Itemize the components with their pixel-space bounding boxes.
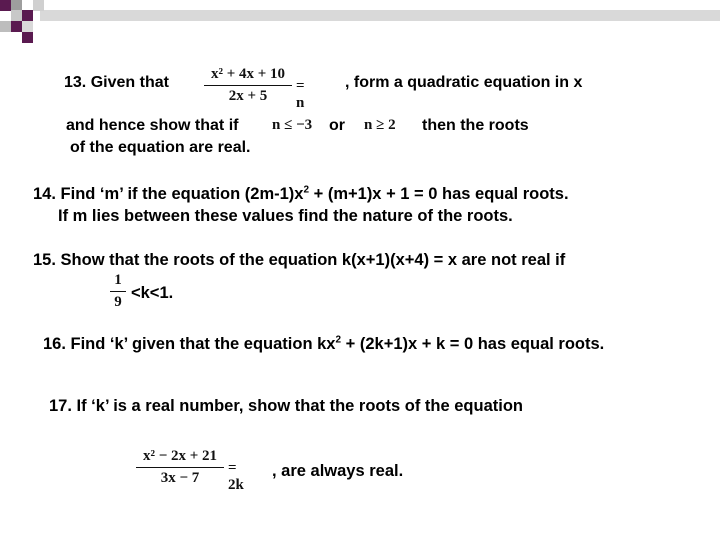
q13-text-e: of the equation are real. [70, 139, 251, 156]
q17-fraction-rhs: = 2k [228, 460, 244, 493]
q14-text-pre: Find ‘m’ if the equation (2m-1)x [60, 185, 304, 203]
q15-fraction [110, 272, 126, 311]
q15-text: Show that the roots of the equation k(x+1)(x+4) = x are not real if [60, 251, 566, 269]
deco-square [11, 10, 22, 21]
q13-text-d: then the roots [422, 117, 529, 134]
q13-intro [64, 73, 169, 93]
q14-line-2: If m lies between these values find the nature of the roots. [58, 207, 513, 225]
corner-decoration [0, 0, 720, 48]
q17-fraction [136, 448, 244, 493]
deco-square [11, 21, 22, 32]
q13-text-b: , form a quadratic equation in x [345, 74, 583, 91]
q13-text-a: Given that [90, 74, 169, 91]
deco-square [22, 10, 33, 21]
q17-line-1: 17. If ‘k’ is a real number, show that the roots of the equation [49, 397, 524, 415]
q14-number: 14. [33, 185, 56, 203]
q13-fraction-numerator: x² + 4x + 10 [210, 66, 286, 82]
q17-fraction-denominator: 3x − 7 [160, 470, 200, 486]
deco-square [0, 21, 11, 32]
q15-line-2: <k<1. [131, 284, 174, 302]
deco-square [0, 0, 11, 11]
q14-line-1 [33, 184, 569, 204]
q15-number: 15. [33, 251, 56, 269]
fraction-bar [136, 467, 224, 468]
deco-square [22, 21, 33, 32]
q13-condition-1: n ≤ −3 [272, 117, 313, 133]
q13-condition-2: n ≥ 2 [364, 117, 396, 133]
q13-or: or [329, 117, 345, 134]
q17-fraction-numerator: x² − 2x + 21 [142, 448, 218, 464]
fraction-bar [110, 291, 126, 292]
q13-fraction [204, 66, 305, 111]
q15-fraction-numerator: 1 [114, 272, 122, 288]
q15-line-1 [33, 250, 565, 270]
q16-text-pre: 16. Find ‘k’ given that the equation kx [43, 335, 336, 353]
deco-square [33, 0, 44, 11]
q13-text-c: and hence show that if [66, 117, 239, 134]
q14-text-post: + (m+1)x + 1 = 0 has equal roots. [309, 185, 569, 203]
q13-fraction-rhs: = n [296, 78, 305, 111]
q13-number: 13. [64, 74, 87, 91]
header-band [40, 10, 720, 21]
q17-line-2: , are always real. [272, 462, 404, 480]
q13-fraction-denominator: 2x + 5 [228, 88, 268, 104]
q15-fraction-denominator: 9 [114, 294, 122, 310]
q16-line [43, 334, 604, 354]
deco-square [22, 32, 33, 43]
fraction-bar [204, 85, 292, 86]
q16-text-post: + (2k+1)x + k = 0 has equal roots. [341, 335, 605, 353]
q16-exponent: 2 [335, 334, 342, 346]
q14-exponent: 2 [303, 184, 310, 196]
